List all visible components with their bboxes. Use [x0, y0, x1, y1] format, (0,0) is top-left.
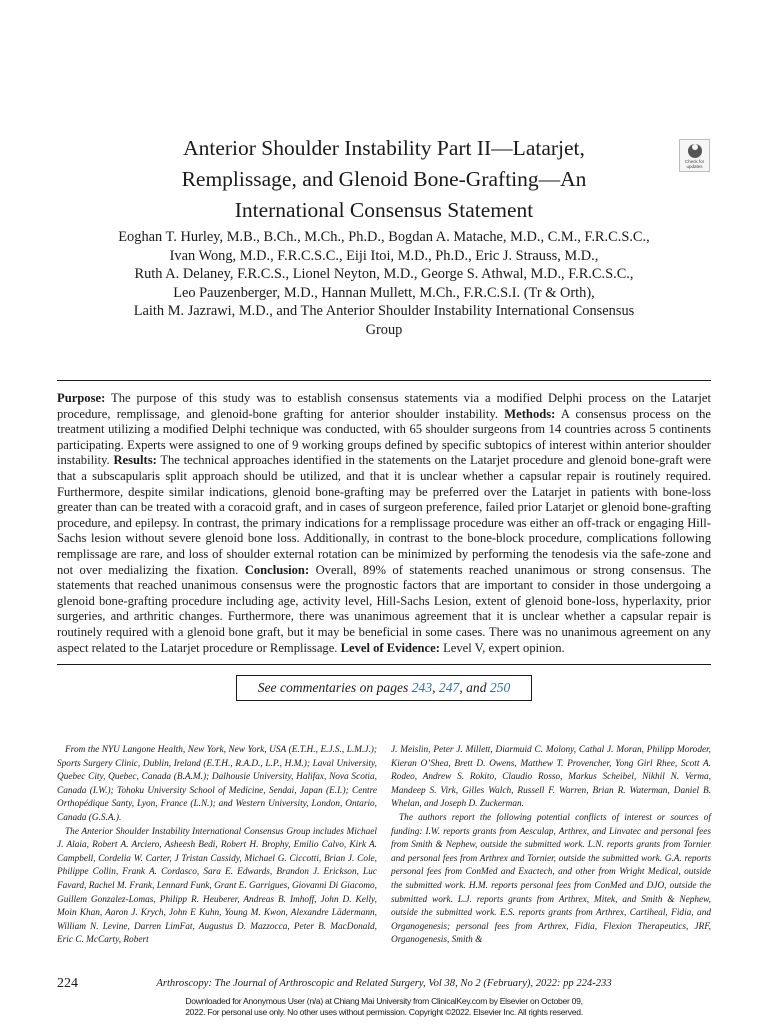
author-line: Laith M. Jazrawi, M.D., and The Anterior Shoulder Instability International Consensus — [133, 303, 635, 320]
crossmark-icon — [688, 144, 702, 158]
results-label: Results: — [113, 453, 157, 468]
affiliations-footnote: From the NYU Langone Health, New York, New York, USA (E.T.H., E.J.S., L.M.J.); Sports Surgery Clinic, Dublin, Ireland (E.T.H., R.A.D., L.P., H.M.); Laval University, Quebec City, Quebec, Canada (B.A.M.); Dalhousie University, Halifax, Nova Scotia, Canada (I.W.); Tohoku University School of Medicine, Sendai, Japan (E.I.); Centre Orthopédique Santy, Lyon, France (L.N.); and Western University, London, Ontario, Canada (G.S.A.). — [57, 745, 377, 823]
abstract-bottom-rule — [57, 664, 711, 665]
commentary-prefix: See commentaries on pages — [257, 680, 412, 695]
author-list — [50, 228, 718, 340]
download-notice-line: 2022. For personal use only. No other uses without permission. Copyright ©2022. Elsevier Inc. All rights reserved. — [185, 1007, 583, 1017]
title-line: Remplissage, and Glenoid Bone-Grafting—An — [181, 167, 587, 191]
article-title — [120, 133, 648, 226]
author-line: Eoghan T. Hurley, M.B., B.Ch., M.Ch., Ph.D., Bogdan A. Matache, M.D., C.M., F.R.C.S.C., — [118, 229, 650, 245]
page-number: 224 — [57, 976, 78, 991]
check-for-updates-badge[interactable] — [679, 139, 710, 172]
download-notice-line: Downloaded for Anonymous User (n/a) at Chiang Mai University from ClinicalKey.com by Elsevier on October 09, — [185, 996, 583, 1006]
level-of-evidence-text: Level V, expert opinion. — [439, 640, 565, 655]
footnote-column-left — [57, 744, 377, 948]
abstract-top-rule — [57, 380, 711, 381]
methods-text: A consensus process on the treatment utilizing a modified Delphi technique was conducted, with 65 shoulder surgeons from 14 countries across 5 continents participating. Experts were assigned to one of 9 working groups defined by specific subtopics of interest within anterior shoulder instability. — [57, 406, 711, 468]
abstract — [57, 391, 711, 656]
purpose-text: The purpose of this study was to establish consensus statements via a modified Delphi process on the Latarjet procedure, remplissage, and glenoid-bone grafting for anterior shoulder instability. — [57, 391, 711, 421]
conclusion-label: Conclusion: — [244, 562, 310, 577]
results-text: The technical approaches identified in the statements on the Latarjet procedure and glenoid bone-graft were that a subscapularis split approach should be utilized, and that it is unclear whether a capsular repair is routinely required. Furthermore, despite similar indications, glenoid bone-grafting may be preferred over the Latarjet in patients with bone-loss greater than can be treated with a coracoid graft, and in cases of surgeon preference, failed prior Latarjet or glenoid bone-grafting procedure, and epilepsy. In contrast, the primary indications for a remplissage procedure was either an off-track or engaging Hill-Sachs lesion without severe glenoid bone loss. Additionally, in contrast to the bone-block procedure, complications following remplissage are rare, and loss of shoulder external rotation can be minimized by performing the tenodesis via the safe-zone and not over medializing the fixation. — [57, 453, 712, 577]
consensus-group-footnote-continued: J. Meislin, Peter J. Millett, Diarmuid C. Molony, Cathal J. Moran, Philipp Moroder, Kieran O’Shea, Brett D. Owens, Matthew T. Provencher, Yong Girl Rhee, Scott A. Rodeo, Andrew S. Rokito, Claudio Rosso, Markus Scheibel, Nikhil N. Verma, Mandeep S. Virk, Gilles Walch, Russell F. Warren, Brian R. Waterman, Daniel B. Whelan, and Joseph D. Zuckerman. — [391, 745, 711, 810]
title-line: International Consensus Statement — [234, 198, 534, 222]
purpose-label: Purpose: — [57, 391, 106, 405]
footnote-column-right — [391, 744, 711, 948]
commentary-link-250[interactable]: 250 — [489, 680, 511, 695]
crossmark-label-1: Check for — [684, 159, 705, 164]
title-line: Anterior Shoulder Instability Part II—Latarjet, — [183, 136, 585, 160]
author-line: Group — [365, 321, 403, 338]
author-line: Ivan Wong, M.D., F.R.C.S.C., Eiji Itoi, M.D., Ph.D., Eric J. Strauss, M.D., — [169, 247, 599, 264]
crossmark-label-2: updates — [686, 164, 703, 169]
commentary-link-247[interactable]: 247 — [438, 680, 460, 695]
methods-label: Methods: — [504, 406, 556, 421]
conclusion-text: Overall, 89% of statements reached unanimous or strong consensus. The statements that reached unanimous consensus were the prognostic factors that are important to consider in those undergoing a glenoid bone-grafting procedure including age, activity level, Hill-Sachs Lesion, extent of glenoid bone-loss, hyperlaxity, prior surgeries, and arthritic changes. Furthermore, there was unanimous agreement that it is unclear whether a capsular repair is routinely required with a glenoid bone graft, but it may be beneficial in some cases. There was no unanimous agreement on any aspect related to the Latarjet procedure or Remplissage. — [57, 562, 711, 655]
journal-citation: Arthroscopy: The Journal of Arthroscopic and Related Surgery, Vol 38, No 2 (February), 2022: pp 224-233 — [156, 978, 612, 989]
commentary-separator: , and — [459, 680, 490, 695]
author-line: Ruth A. Delaney, F.R.C.S., Lionel Neyton, M.D., George S. Athwal, M.D., F.R.C.S.C., — [134, 266, 634, 283]
conflicts-of-interest-footnote: The authors report the following potential conflicts of interest or sources of funding: I.W. reports grants from Aesculap, Arthrex, and Linvatec and personal fees from Smith & Nephew, outside the submitted work. L.N. reports grants from Tornier and personal fees from Arthrex and Tornier, outside the submitted work. G.A. reports personal fees from ConMed and Exactech, and other from Wright Medical, outside the submitted work. H.M. reports personal fees from ConMed and DJO, outside the submitted work. L.J. reports grants from Arthrex, Mitek, and Smith & Nephew, outside the submitted work. E.S. reports grants from Arthrex, Cartiheal, Fidia, and Organogenesis; personal fees from Arthrex, Fidia, Flexion Therapeutics, JRF, Organogenesis, Smith & — [391, 812, 711, 946]
download-notice — [0, 996, 768, 1018]
commentary-box — [236, 675, 532, 701]
consensus-group-footnote: The Anterior Shoulder Instability International Consensus Group includes Michael J. Alaia, Robert A. Arciero, Asheesh Bedi, Robert H. Brophy, Emilio Calvo, Kirk A. Campbell, Cordelia W. Carter, J Tristan Cassidy, Michael G. Ciccotti, Brian J. Cole, Philippe Collin, Frank A. Cordasco, Sara E. Edwards, Brandon J. Erickson, Luc Favard, Rachel M. Frank, Lennard Funk, Grant E. Garrigues, Giovanni Di Giacomo, Guillem Gonzalez-Lomas, Philipp R. Heuberer, Andreas B. Imhoff, John D. Kelly, Moin Khan, Aaron J. Krych, John E Kuhn, Young M. Kwon, Alexandre Lädermann, William N. Levine, Darren LimFat, Augustus D. Mazzocca, Peter B. MacDonald, Eric C. McCarty, Robert — [57, 826, 377, 946]
level-of-evidence-label: Level of Evidence: — [340, 640, 440, 655]
commentary-link-243[interactable]: 243 — [411, 680, 433, 695]
author-line: Leo Pauzenberger, M.D., Hannan Mullett, M.Ch., F.R.C.S.I. (Tr & Orth), — [173, 284, 595, 301]
commentary-separator: , — [432, 680, 439, 695]
